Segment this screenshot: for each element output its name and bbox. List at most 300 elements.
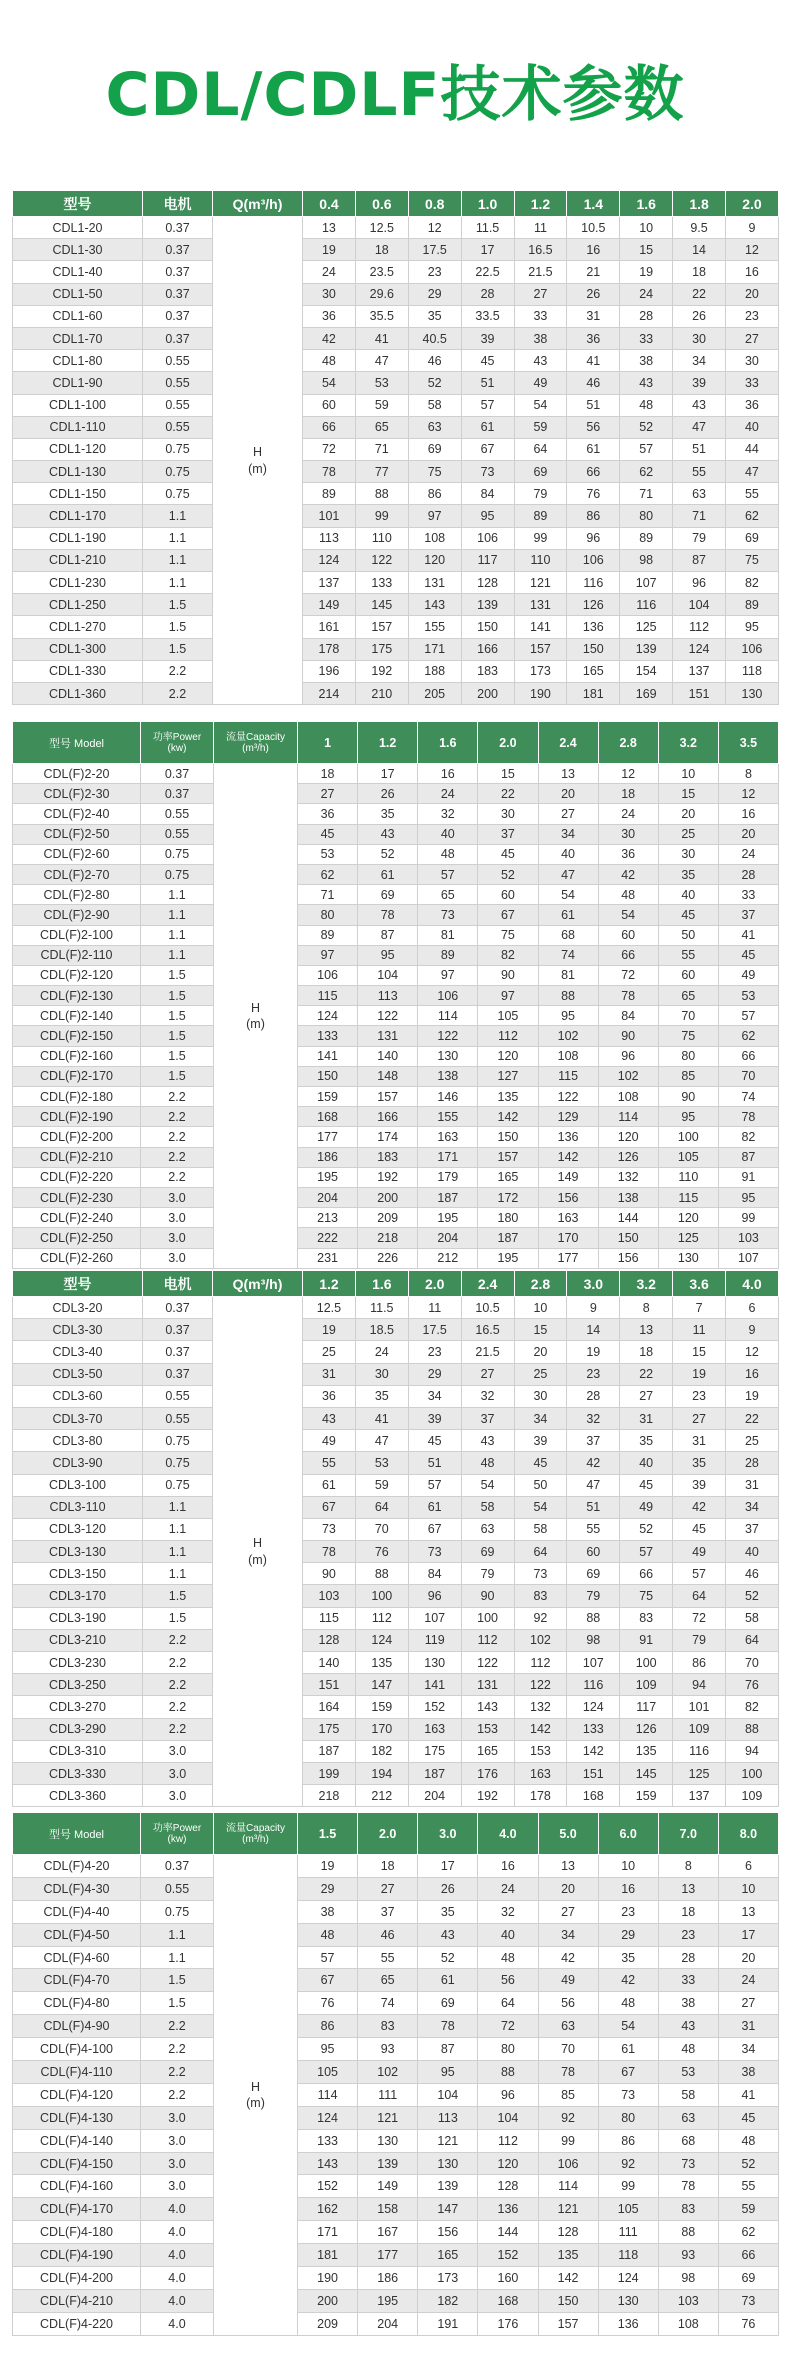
- header-q-value: 3.0: [567, 1271, 620, 1297]
- head-value-cell: 76: [355, 1541, 408, 1563]
- head-value-cell: 22.5: [461, 261, 514, 283]
- head-value-cell: 63: [538, 2015, 598, 2038]
- table-row: [13, 2061, 779, 2084]
- head-value-cell: 99: [598, 2175, 658, 2198]
- table-row: [13, 1946, 779, 1969]
- head-value-cell: 137: [673, 660, 726, 682]
- head-value-cell: 150: [298, 1066, 358, 1086]
- head-value-cell: 130: [726, 682, 779, 704]
- table-row: [13, 217, 779, 239]
- power-cell: 0.37: [143, 1297, 213, 1319]
- model-cell: CDL(F)4-150: [13, 2152, 141, 2175]
- header-q-value: 2.0: [726, 191, 779, 217]
- table-row: [13, 1718, 779, 1740]
- table-row: [13, 2289, 779, 2312]
- head-value-cell: 19: [303, 239, 356, 261]
- power-cell: 0.37: [143, 239, 213, 261]
- head-value-cell: 45: [673, 1518, 726, 1540]
- model-cell: CDL(F)4-30: [13, 1877, 141, 1900]
- head-value-cell: 58: [726, 1607, 779, 1629]
- head-value-cell: 40: [726, 416, 779, 438]
- head-value-cell: 122: [538, 1087, 598, 1107]
- head-value-cell: 10: [620, 217, 673, 239]
- table-row: [13, 1452, 779, 1474]
- head-value-cell: 170: [538, 1228, 598, 1248]
- head-value-cell: 112: [514, 1652, 567, 1674]
- head-value-cell: 66: [718, 1046, 778, 1066]
- power-cell: 0.75: [143, 1430, 213, 1452]
- head-value-cell: 17: [358, 764, 418, 784]
- head-value-cell: 64: [726, 1629, 779, 1651]
- head-value-cell: 88: [538, 986, 598, 1006]
- head-value-cell: 85: [658, 1066, 718, 1086]
- model-cell: CDL(F)4-190: [13, 2244, 141, 2267]
- head-value-cell: 12.5: [355, 217, 408, 239]
- head-value-cell: 12: [726, 239, 779, 261]
- head-value-cell: 61: [598, 2038, 658, 2061]
- head-value-cell: 204: [408, 1785, 461, 1807]
- power-cell: 3.0: [141, 2152, 214, 2175]
- head-value-cell: 156: [538, 1187, 598, 1207]
- head-value-cell: 34: [673, 350, 726, 372]
- model-cell: CDL(F)4-210: [13, 2289, 141, 2312]
- head-value-cell: 72: [598, 965, 658, 985]
- head-value-cell: 142: [538, 2267, 598, 2290]
- header-flow-label: 流量Capacity: [226, 1822, 285, 1834]
- head-value-cell: 56: [538, 1992, 598, 2015]
- head-value-cell: 63: [408, 416, 461, 438]
- model-cell: CDL3-250: [13, 1674, 143, 1696]
- head-value-cell: 70: [726, 1652, 779, 1674]
- power-cell: 0.37: [141, 764, 214, 784]
- head-value-cell: 71: [298, 885, 358, 905]
- head-value-cell: 55: [303, 1452, 356, 1474]
- power-cell: 2.2: [143, 1652, 213, 1674]
- model-cell: CDL(F)2-20: [13, 764, 141, 784]
- head-value-cell: 55: [726, 483, 779, 505]
- head-value-cell: 171: [418, 1147, 478, 1167]
- table-row: [13, 1430, 779, 1452]
- header-q-value: 0.6: [355, 191, 408, 217]
- model-cell: CDL(F)4-220: [13, 2312, 141, 2335]
- head-value-cell: 187: [478, 1228, 538, 1248]
- power-cell: 4.0: [141, 2221, 214, 2244]
- head-value-cell: 204: [298, 1187, 358, 1207]
- head-value-cell: 16: [726, 1363, 779, 1385]
- head-value-cell: 41: [355, 1407, 408, 1429]
- head-value-cell: 35: [658, 864, 718, 884]
- table-row: [13, 261, 779, 283]
- head-value-cell: 40: [538, 844, 598, 864]
- head-value-cell: 51: [673, 438, 726, 460]
- head-value-cell: 28: [718, 864, 778, 884]
- head-value-cell: 209: [358, 1208, 418, 1228]
- head-value-cell: 178: [303, 638, 356, 660]
- head-value-cell: 106: [538, 2152, 598, 2175]
- head-value-cell: 86: [673, 1652, 726, 1674]
- header-model: 型号: [13, 191, 143, 217]
- head-value-cell: 45: [298, 824, 358, 844]
- head-value-cell: 9: [726, 1319, 779, 1341]
- head-value-cell: 73: [303, 1518, 356, 1540]
- head-value-cell: 53: [658, 2061, 718, 2084]
- model-cell: CDL(F)2-150: [13, 1026, 141, 1046]
- head-value-cell: 19: [567, 1341, 620, 1363]
- table-row: [13, 1674, 779, 1696]
- head-value-cell: 177: [358, 2244, 418, 2267]
- power-cell: 2.2: [143, 1718, 213, 1740]
- head-value-cell: 149: [358, 2175, 418, 2198]
- head-value-cell: 124: [298, 2106, 358, 2129]
- head-value-cell: 195: [418, 1208, 478, 1228]
- head-value-cell: 164: [303, 1696, 356, 1718]
- head-value-cell: 38: [298, 1900, 358, 1923]
- head-value-cell: 52: [478, 864, 538, 884]
- head-value-cell: 24: [598, 804, 658, 824]
- head-value-cell: 152: [298, 2175, 358, 2198]
- head-label-cell: [214, 764, 298, 1269]
- head-value-cell: 231: [298, 1248, 358, 1268]
- head-value-cell: 127: [478, 1066, 538, 1086]
- head-value-cell: 48: [478, 1946, 538, 1969]
- spec-table-cdlf2: [12, 721, 779, 1269]
- header-q-value: 1.6: [355, 1271, 408, 1297]
- head-value-cell: 102: [514, 1629, 567, 1651]
- head-value-cell: 105: [478, 1006, 538, 1026]
- head-value-cell: 16.5: [514, 239, 567, 261]
- head-value-cell: 125: [673, 1762, 726, 1784]
- head-value-cell: 124: [598, 2267, 658, 2290]
- head-value-cell: 55: [358, 1946, 418, 1969]
- head-value-cell: 62: [718, 1026, 778, 1046]
- head-value-cell: 177: [538, 1248, 598, 1268]
- model-cell: CDL3-150: [13, 1563, 143, 1585]
- model-cell: CDL(F)2-220: [13, 1167, 141, 1187]
- head-value-cell: 42: [598, 864, 658, 884]
- head-value-cell: 157: [538, 2312, 598, 2335]
- head-value-cell: 22: [673, 283, 726, 305]
- head-value-cell: 162: [298, 2198, 358, 2221]
- header-q-value: 1.6: [620, 191, 673, 217]
- head-value-cell: 76: [567, 483, 620, 505]
- model-cell: CDL1-330: [13, 660, 143, 682]
- head-value-cell: 139: [620, 638, 673, 660]
- head-value-cell: 58: [658, 2083, 718, 2106]
- head-value-cell: 105: [598, 2198, 658, 2221]
- head-value-cell: 59: [718, 2198, 778, 2221]
- head-value-cell: 27: [358, 1877, 418, 1900]
- head-value-cell: 23: [408, 261, 461, 283]
- table-row: [13, 1877, 779, 1900]
- head-value-cell: 25: [514, 1363, 567, 1385]
- head-value-cell: 159: [298, 1087, 358, 1107]
- head-value-cell: 168: [567, 1785, 620, 1807]
- power-cell: 1.5: [143, 1607, 213, 1629]
- head-value-cell: 149: [538, 1167, 598, 1187]
- power-cell: 0.55: [141, 1877, 214, 1900]
- head-value-cell: 109: [726, 1785, 779, 1807]
- head-value-cell: 60: [658, 965, 718, 985]
- model-cell: CDL3-190: [13, 1607, 143, 1629]
- power-cell: 3.0: [141, 2106, 214, 2129]
- head-value-cell: 32: [418, 804, 478, 824]
- head-value-cell: 16: [478, 1855, 538, 1878]
- head-value-cell: 186: [298, 1147, 358, 1167]
- table-row: [13, 461, 779, 483]
- head-value-cell: 166: [461, 638, 514, 660]
- head-value-cell: 89: [418, 945, 478, 965]
- model-cell: CDL3-80: [13, 1430, 143, 1452]
- head-value-cell: 98: [658, 2267, 718, 2290]
- head-value-cell: 62: [718, 2221, 778, 2244]
- head-value-cell: 34: [538, 824, 598, 844]
- head-value-cell: 125: [658, 1228, 718, 1248]
- head-value-cell: 129: [538, 1107, 598, 1127]
- head-value-cell: 33: [620, 327, 673, 349]
- head-value-cell: 100: [658, 1127, 718, 1147]
- power-cell: 0.37: [143, 305, 213, 327]
- head-value-cell: 142: [538, 1147, 598, 1167]
- head-value-cell: 48: [461, 1452, 514, 1474]
- head-value-cell: 64: [478, 1992, 538, 2015]
- head-value-cell: 95: [358, 945, 418, 965]
- table-row: [13, 804, 779, 824]
- head-value-cell: 19: [303, 1319, 356, 1341]
- head-value-cell: 178: [514, 1785, 567, 1807]
- head-value-cell: 36: [726, 394, 779, 416]
- head-value-cell: 34: [408, 1385, 461, 1407]
- head-value-cell: 12: [598, 764, 658, 784]
- head-value-cell: 113: [358, 986, 418, 1006]
- head-value-cell: 114: [298, 2083, 358, 2106]
- header-q-value: 1.2: [358, 722, 418, 764]
- power-cell: 1.5: [143, 594, 213, 616]
- head-value-cell: 63: [673, 483, 726, 505]
- head-value-cell: 35: [418, 1900, 478, 1923]
- head-value-cell: 10.5: [461, 1297, 514, 1319]
- head-value-cell: 79: [567, 1585, 620, 1607]
- head-value-cell: 36: [598, 844, 658, 864]
- head-value-cell: 63: [658, 2106, 718, 2129]
- table-row: [13, 572, 779, 594]
- table-row: [13, 1248, 779, 1268]
- head-value-cell: 19: [673, 1363, 726, 1385]
- head-value-cell: 156: [418, 2221, 478, 2244]
- model-cell: CDL(F)2-40: [13, 804, 141, 824]
- head-value-cell: 78: [598, 986, 658, 1006]
- head-value-cell: 172: [478, 1187, 538, 1207]
- model-cell: CDL1-360: [13, 682, 143, 704]
- head-value-cell: 15: [478, 764, 538, 784]
- head-value-cell: 163: [418, 1127, 478, 1147]
- head-value-cell: 88: [355, 483, 408, 505]
- head-value-cell: 73: [514, 1563, 567, 1585]
- head-value-cell: 78: [718, 1107, 778, 1127]
- table-row: [13, 1187, 779, 1207]
- model-cell: CDL3-60: [13, 1385, 143, 1407]
- table-row: [13, 1740, 779, 1762]
- head-value-cell: 34: [538, 1923, 598, 1946]
- head-value-cell: 30: [355, 1363, 408, 1385]
- head-value-cell: 48: [298, 1923, 358, 1946]
- head-value-cell: 35: [598, 1946, 658, 1969]
- head-value-cell: 90: [303, 1563, 356, 1585]
- head-value-cell: 187: [418, 1187, 478, 1207]
- head-value-cell: 70: [538, 2038, 598, 2061]
- head-value-cell: 133: [298, 2129, 358, 2152]
- model-cell: CDL(F)2-60: [13, 844, 141, 864]
- head-value-cell: 18: [620, 1341, 673, 1363]
- head-value-cell: 97: [418, 965, 478, 985]
- model-cell: CDL1-60: [13, 305, 143, 327]
- head-value-cell: 17: [461, 239, 514, 261]
- head-value-cell: 63: [461, 1518, 514, 1540]
- head-value-cell: 147: [418, 2198, 478, 2221]
- head-value-cell: 27: [298, 784, 358, 804]
- head-value-cell: 98: [620, 549, 673, 571]
- head-value-cell: 54: [598, 2015, 658, 2038]
- head-value-cell: 141: [408, 1674, 461, 1696]
- head-value-cell: 47: [567, 1474, 620, 1496]
- head-value-cell: 102: [598, 1066, 658, 1086]
- power-cell: 2.2: [141, 2083, 214, 2106]
- model-cell: CDL3-90: [13, 1452, 143, 1474]
- head-value-cell: 48: [598, 885, 658, 905]
- head-value-cell: 186: [358, 2267, 418, 2290]
- table-row: [13, 660, 779, 682]
- head-value-cell: 45: [514, 1452, 567, 1474]
- power-cell: 3.0: [141, 2175, 214, 2198]
- head-value-cell: 31: [718, 2015, 778, 2038]
- table-row: [13, 1319, 779, 1341]
- head-value-cell: 30: [514, 1385, 567, 1407]
- header-q-value: 1.8: [673, 191, 726, 217]
- head-value-cell: 58: [408, 394, 461, 416]
- head-value-cell: 95: [418, 2061, 478, 2084]
- head-value-cell: 88: [478, 2061, 538, 2084]
- head-value-cell: 53: [355, 1452, 408, 1474]
- head-value-cell: 86: [298, 2015, 358, 2038]
- head-value-cell: 226: [358, 1248, 418, 1268]
- model-cell: CDL3-110: [13, 1496, 143, 1518]
- head-value-cell: 90: [478, 965, 538, 985]
- table-row: [13, 549, 779, 571]
- model-cell: CDL(F)2-200: [13, 1127, 141, 1147]
- head-value-cell: 69: [514, 461, 567, 483]
- table-row: [13, 1652, 779, 1674]
- head-value-cell: 213: [298, 1208, 358, 1228]
- head-value-cell: 13: [538, 764, 598, 784]
- head-value-cell: 28: [726, 1452, 779, 1474]
- header-q-value: 1.2: [514, 191, 567, 217]
- head-label-cell: [214, 1855, 298, 2336]
- head-value-cell: 156: [598, 1248, 658, 1268]
- head-value-cell: 66: [303, 416, 356, 438]
- model-cell: CDL1-100: [13, 394, 143, 416]
- head-value-cell: 103: [658, 2289, 718, 2312]
- table-row: [13, 239, 779, 261]
- head-value-cell: 112: [478, 2129, 538, 2152]
- power-cell: 1.1: [143, 1563, 213, 1585]
- head-value-cell: 218: [358, 1228, 418, 1248]
- head-value-cell: 126: [620, 1718, 673, 1740]
- head-value-cell: 47: [355, 350, 408, 372]
- head-value-cell: 86: [598, 2129, 658, 2152]
- power-cell: 1.1: [143, 1541, 213, 1563]
- head-value-cell: 182: [418, 2289, 478, 2312]
- head-value-cell: 120: [408, 549, 461, 571]
- head-value-cell: 97: [298, 945, 358, 965]
- power-cell: 1.1: [141, 1923, 214, 1946]
- model-cell: CDL(F)4-130: [13, 2106, 141, 2129]
- head-value-cell: 171: [298, 2221, 358, 2244]
- head-value-cell: 58: [461, 1496, 514, 1518]
- head-value-cell: 107: [567, 1652, 620, 1674]
- head-value-cell: 6: [718, 1855, 778, 1878]
- head-value-cell: 45: [718, 945, 778, 965]
- head-value-cell: 13: [718, 1900, 778, 1923]
- spec-table-cdl3: [12, 1270, 779, 1807]
- header-q-value: 0.4: [303, 191, 356, 217]
- header-model: 型号 Model: [13, 722, 141, 764]
- head-value-cell: 124: [567, 1696, 620, 1718]
- head-value-cell: 43: [461, 1430, 514, 1452]
- model-cell: CDL1-30: [13, 239, 143, 261]
- head-value-cell: 151: [303, 1674, 356, 1696]
- head-value-cell: 71: [355, 438, 408, 460]
- power-cell: 0.55: [141, 804, 214, 824]
- head-value-cell: 78: [658, 2175, 718, 2198]
- head-value-cell: 10: [598, 1855, 658, 1878]
- table-row: [13, 327, 779, 349]
- table-row: [13, 1385, 779, 1407]
- head-value-cell: 187: [303, 1740, 356, 1762]
- head-unit: (m): [248, 1552, 267, 1567]
- power-cell: 0.55: [143, 1385, 213, 1407]
- head-value-cell: 79: [514, 483, 567, 505]
- header-flow: [214, 1813, 298, 1855]
- head-value-cell: 52: [358, 844, 418, 864]
- head-value-cell: 108: [598, 1087, 658, 1107]
- head-value-cell: 40: [478, 1923, 538, 1946]
- header-power: 电机: [143, 1271, 213, 1297]
- model-cell: CDL(F)4-140: [13, 2129, 141, 2152]
- head-value-cell: 78: [358, 905, 418, 925]
- model-cell: CDL(F)2-140: [13, 1006, 141, 1026]
- head-value-cell: 18: [598, 784, 658, 804]
- head-value-cell: 128: [461, 572, 514, 594]
- head-value-cell: 99: [514, 527, 567, 549]
- head-value-cell: 140: [358, 1046, 418, 1066]
- head-value-cell: 110: [658, 1167, 718, 1187]
- head-value-cell: 25: [726, 1430, 779, 1452]
- head-value-cell: 35: [358, 804, 418, 824]
- model-cell: CDL1-230: [13, 572, 143, 594]
- table-row: [13, 905, 779, 925]
- power-cell: 4.0: [141, 2289, 214, 2312]
- head-value-cell: 128: [538, 2221, 598, 2244]
- power-cell: 3.0: [141, 1208, 214, 1228]
- table-row: [13, 2198, 779, 2221]
- head-value-cell: 72: [673, 1607, 726, 1629]
- head-value-cell: 131: [408, 572, 461, 594]
- model-cell: CDL(F)4-110: [13, 2061, 141, 2084]
- head-value-cell: 79: [673, 527, 726, 549]
- head-value-cell: 117: [620, 1696, 673, 1718]
- header-q-value: 5.0: [538, 1813, 598, 1855]
- head-value-cell: 75: [658, 1026, 718, 1046]
- head-value-cell: 121: [538, 2198, 598, 2221]
